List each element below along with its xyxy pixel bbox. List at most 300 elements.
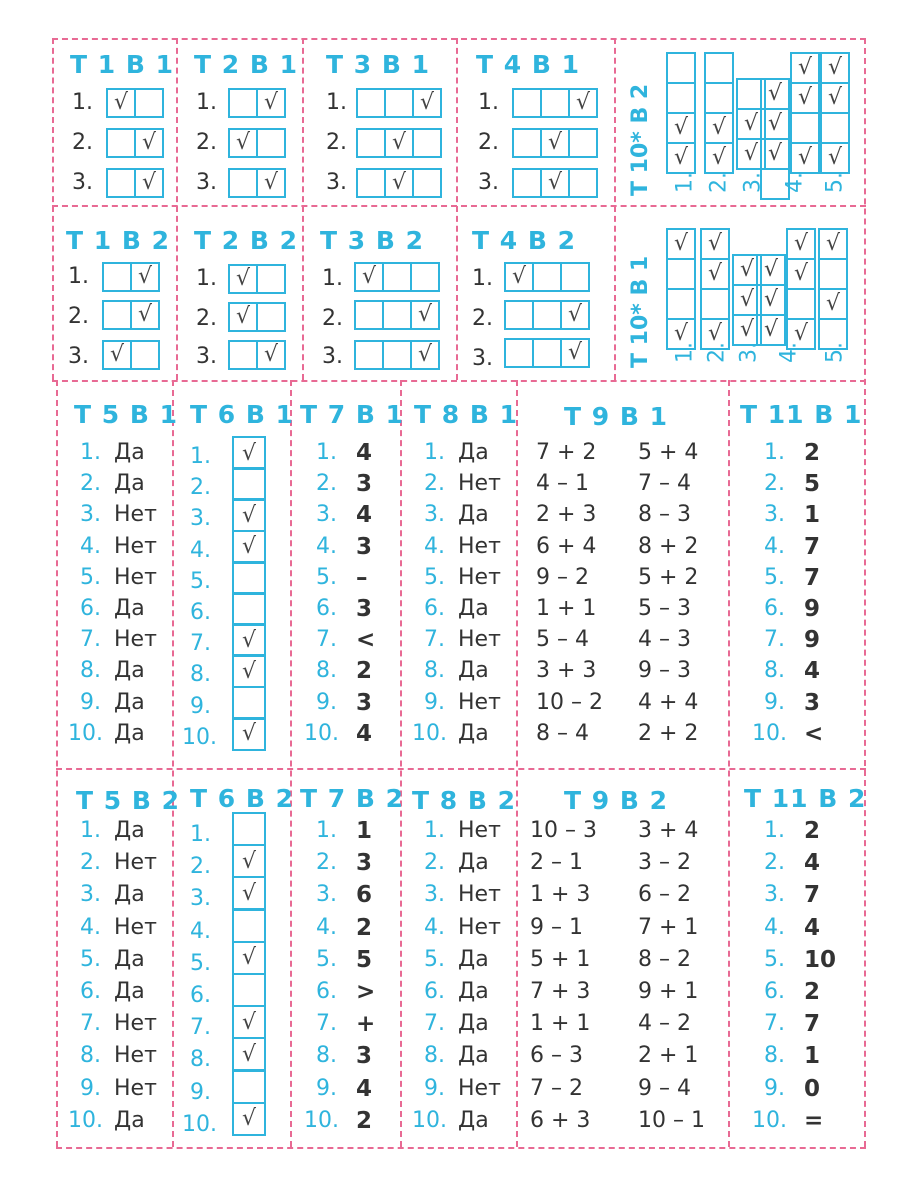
- item-number: 2.: [316, 471, 337, 497]
- item-number: 10.: [182, 724, 217, 750]
- check-cell: √: [700, 318, 730, 350]
- answer-row: [106, 88, 164, 118]
- section-title-t7b1: Т 7 В 1: [300, 400, 405, 429]
- answer-row: [504, 338, 590, 368]
- item-number: 6.: [80, 596, 101, 621]
- check-cell: [228, 168, 258, 198]
- item-number: 4.: [764, 914, 785, 940]
- check-cell: √: [232, 498, 266, 532]
- column-number: 1.: [672, 342, 698, 363]
- answer-text: Да: [114, 689, 145, 715]
- check-cell: √: [756, 254, 786, 286]
- item-number: 10.: [752, 1107, 787, 1133]
- divider-row3: [56, 768, 866, 770]
- check-cell: [704, 82, 734, 114]
- check-cell: √: [232, 1037, 266, 1071]
- answer-text: Нет: [114, 850, 157, 876]
- item-number: 1.: [80, 440, 101, 465]
- item-number: 4.: [80, 914, 101, 940]
- item-number: 7.: [190, 631, 211, 657]
- item-number: 3.: [764, 882, 785, 908]
- item-number: 8.: [316, 658, 337, 684]
- item-number: 1.: [424, 440, 445, 465]
- row-number: 1.: [196, 266, 217, 291]
- expression-right: 8 – 2: [638, 946, 691, 972]
- row-number: 3.: [196, 344, 217, 369]
- expression-right: 9 – 3: [638, 658, 691, 684]
- item-number: 9.: [764, 689, 785, 715]
- check-cell: [356, 128, 386, 158]
- answer-value: 10: [804, 946, 837, 973]
- check-cell: [666, 258, 696, 290]
- answer-row: [228, 128, 286, 158]
- expression-left: 1 + 3: [530, 882, 591, 908]
- expression-right: 2 + 1: [638, 1043, 699, 1069]
- answer-value: 3: [356, 533, 373, 560]
- expression-left: 10 – 2: [536, 689, 603, 715]
- check-cell: [666, 52, 696, 84]
- check-cell: [356, 88, 386, 118]
- check-cell: √: [540, 168, 570, 198]
- section-title-t5b1: Т 5 В 1: [74, 400, 179, 429]
- section-title: Т 2 В 2: [194, 226, 299, 255]
- answer-text: Да: [114, 440, 145, 465]
- answer-value: –: [356, 564, 368, 591]
- item-number: 3.: [424, 502, 445, 528]
- divider-left-top: [52, 38, 54, 380]
- section-title: Т 1 В 1: [70, 50, 175, 79]
- check-cell: √: [134, 168, 164, 198]
- check-cell: √: [760, 108, 790, 140]
- answer-value: 4: [356, 440, 373, 466]
- item-number: 8.: [764, 1043, 785, 1069]
- check-cell: √: [134, 128, 164, 158]
- column-number: 3.: [740, 172, 766, 193]
- item-number: 10.: [68, 720, 103, 746]
- answer-text: Да: [114, 596, 145, 621]
- check-cell: √: [818, 228, 848, 260]
- answer-column: [756, 254, 786, 346]
- item-number: 5.: [424, 946, 445, 972]
- check-cell: [382, 300, 412, 330]
- check-cell: √: [760, 78, 790, 110]
- answer-row: [504, 262, 590, 292]
- item-number: 6.: [80, 979, 101, 1004]
- check-cell: [540, 88, 570, 118]
- item-number: 5.: [316, 946, 337, 972]
- item-number: 4.: [424, 533, 445, 559]
- row-number: 3.: [196, 170, 217, 195]
- item-number: 9.: [190, 693, 211, 719]
- answer-text: Да: [458, 596, 489, 621]
- item-number: 8.: [80, 658, 101, 684]
- divider-c1-top: [176, 38, 178, 380]
- answer-text: Нет: [114, 627, 157, 653]
- row-number: 2.: [72, 130, 93, 155]
- check-cell: [232, 1070, 266, 1104]
- item-number: 3.: [80, 882, 101, 908]
- item-number: 10.: [68, 1107, 103, 1133]
- item-number: 8.: [424, 658, 445, 684]
- expression-right: 8 – 3: [638, 502, 691, 528]
- answer-row: [228, 264, 286, 294]
- check-cell: √: [228, 264, 258, 294]
- divider-c1-bottom: [172, 380, 174, 1147]
- check-cell: [232, 973, 266, 1007]
- answer-column: [704, 52, 734, 174]
- answer-text: Да: [114, 946, 145, 972]
- item-number: 4.: [764, 533, 785, 559]
- row-number: 3.: [322, 344, 343, 369]
- answer-value: 2: [804, 979, 821, 1005]
- check-cell: [512, 88, 542, 118]
- check-cell: [130, 340, 160, 370]
- check-cell: [818, 258, 848, 290]
- check-cell: √: [704, 142, 734, 174]
- check-cell: √: [666, 318, 696, 350]
- expression-right: 2 + 2: [638, 720, 699, 746]
- answer-value: 3: [356, 1043, 373, 1070]
- check-cell: [532, 300, 562, 330]
- item-number: 3.: [80, 502, 101, 528]
- item-number: 5.: [190, 950, 211, 976]
- row-number: 3.: [72, 170, 93, 195]
- item-number: 9.: [764, 1075, 785, 1101]
- section-title: Т 1 В 2: [66, 226, 171, 255]
- expression-left: 6 – 3: [530, 1043, 583, 1069]
- expression-left: 6 + 4: [536, 533, 597, 559]
- section-title-t8b1: Т 8 В 1: [414, 400, 519, 429]
- item-number: 5.: [764, 564, 785, 590]
- item-number: 2.: [764, 850, 785, 876]
- section-title: Т 10* В 1: [628, 255, 653, 368]
- item-number: 10.: [304, 720, 339, 746]
- answer-value: 4: [356, 1075, 373, 1102]
- check-cell: √: [384, 128, 414, 158]
- answer-value: 7: [804, 564, 821, 591]
- answer-text: Да: [114, 471, 145, 497]
- check-cell: [568, 168, 598, 198]
- item-number: 6.: [764, 596, 785, 621]
- answer-text: Да: [458, 1011, 489, 1037]
- item-number: 9.: [424, 689, 445, 715]
- answer-row: [512, 88, 598, 118]
- row-number: 1.: [196, 90, 217, 115]
- answer-value: 3: [356, 471, 373, 498]
- item-number: 10.: [304, 1107, 339, 1133]
- answer-text: Нет: [458, 471, 501, 497]
- check-cell: √: [232, 844, 266, 878]
- answer-row: [512, 128, 598, 158]
- check-cell: [228, 340, 258, 370]
- check-cell: [666, 288, 696, 320]
- section-title: Т 3 В 2: [320, 226, 425, 255]
- divider-row2: [52, 380, 866, 382]
- item-number: 1.: [190, 444, 211, 469]
- item-number: 7.: [80, 627, 101, 653]
- item-number: 5.: [424, 564, 445, 590]
- answer-text: Нет: [114, 564, 157, 590]
- check-cell: [232, 592, 266, 626]
- answer-value: +: [356, 1011, 376, 1038]
- expression-right: 5 + 2: [638, 564, 699, 590]
- section-title: Т 3 В 1: [326, 50, 431, 79]
- item-number: 1.: [80, 818, 101, 843]
- answer-text: Да: [458, 1107, 489, 1133]
- item-number: 7.: [424, 1011, 445, 1037]
- check-cell: √: [786, 228, 816, 260]
- answer-text: Нет: [114, 1075, 157, 1101]
- check-cell: [504, 338, 534, 368]
- column-number: 5.: [822, 342, 848, 363]
- check-cell: √: [790, 142, 820, 174]
- answer-row: [354, 262, 440, 292]
- item-number: 7.: [316, 1011, 337, 1037]
- check-cell: √: [700, 228, 730, 260]
- check-cell: √: [790, 52, 820, 84]
- expression-right: 5 – 3: [638, 596, 691, 621]
- column-number: 5.: [822, 172, 848, 193]
- check-cell: √: [412, 88, 442, 118]
- row-number: 2.: [322, 306, 343, 331]
- item-number: 2.: [424, 850, 445, 876]
- item-number: 2.: [80, 850, 101, 876]
- expression-left: 1 + 1: [536, 596, 597, 621]
- check-cell: [412, 168, 442, 198]
- check-cell: √: [786, 318, 816, 350]
- item-number: 7.: [424, 627, 445, 653]
- check-cell: [232, 686, 266, 720]
- item-number: 9.: [316, 1075, 337, 1101]
- check-cell: [106, 168, 136, 198]
- answer-column: [818, 228, 848, 350]
- section-title-t11b2: Т 11 В 2: [744, 784, 867, 813]
- section-title-t8b2: Т 8 В 2: [412, 786, 517, 815]
- answer-value: 4: [804, 914, 821, 941]
- check-cell: √: [756, 314, 786, 346]
- answer-column: [786, 228, 816, 350]
- check-cell: √: [232, 623, 266, 657]
- check-cell: [568, 128, 598, 158]
- expression-left: 2 – 1: [530, 850, 583, 876]
- check-cell: √: [820, 142, 850, 174]
- column-number: 2.: [704, 342, 730, 363]
- answer-value: 4: [356, 720, 373, 747]
- answer-value: 2: [804, 440, 821, 466]
- item-number: 8.: [80, 1043, 101, 1069]
- expression-left: 1 + 1: [530, 1011, 591, 1037]
- check-cell: [560, 262, 590, 292]
- item-number: 6.: [424, 596, 445, 621]
- item-number: 7.: [190, 1015, 211, 1041]
- item-number: 7.: [80, 1011, 101, 1037]
- section-title: Т 4 В 2: [472, 226, 577, 255]
- item-number: 9.: [80, 689, 101, 715]
- item-number: 6.: [764, 979, 785, 1004]
- check-cell: √: [666, 142, 696, 174]
- expression-left: 8 – 4: [536, 720, 589, 746]
- check-cell: [102, 262, 132, 292]
- expression-right: 5 + 4: [638, 440, 699, 465]
- check-cell: √: [732, 314, 762, 346]
- divider-c3-bottom: [400, 380, 402, 1147]
- expression-left: 7 + 3: [530, 979, 591, 1004]
- expression-left: 7 + 2: [536, 440, 597, 465]
- expression-right: 9 + 1: [638, 979, 699, 1004]
- row-number: 2.: [196, 130, 217, 155]
- expression-right: 4 – 3: [638, 627, 691, 653]
- section-title-t11b1: Т 11 В 1: [740, 400, 863, 429]
- answer-column: [790, 52, 820, 174]
- row-number: 2.: [196, 306, 217, 331]
- divider-c5-bottom: [728, 380, 730, 1147]
- check-cell: [256, 302, 286, 332]
- item-number: 5.: [190, 568, 211, 594]
- expression-right: 3 + 4: [638, 818, 699, 843]
- item-number: 8.: [190, 662, 211, 688]
- answer-value: 1: [356, 818, 373, 844]
- answer-text: Да: [458, 1043, 489, 1069]
- expression-right: 8 + 2: [638, 533, 699, 559]
- item-number: 4.: [316, 914, 337, 940]
- item-number: 3.: [190, 886, 211, 912]
- answer-text: Да: [114, 818, 145, 843]
- row-number: 1.: [478, 90, 499, 115]
- column-number: 1.: [672, 172, 698, 193]
- answer-value: 2: [356, 1107, 373, 1134]
- answer-text: Да: [458, 850, 489, 876]
- check-cell: √: [820, 52, 850, 84]
- item-number: 5.: [316, 564, 337, 590]
- check-cell: √: [384, 168, 414, 198]
- item-number: 3.: [190, 506, 211, 532]
- answer-text: Да: [458, 658, 489, 684]
- check-cell: [232, 467, 266, 501]
- check-cell: [134, 88, 164, 118]
- answer-row: [228, 88, 286, 118]
- item-number: 6.: [316, 596, 337, 621]
- item-number: 9.: [190, 1079, 211, 1105]
- check-cell: [666, 82, 696, 114]
- section-title: Т 10* В 2: [628, 83, 653, 196]
- row-number: 3.: [326, 170, 347, 195]
- check-cell: [354, 340, 384, 370]
- item-number: 2.: [80, 471, 101, 497]
- answer-value: 5: [356, 946, 373, 973]
- check-cell: [412, 128, 442, 158]
- check-cell: [790, 112, 820, 144]
- item-number: 9.: [80, 1075, 101, 1101]
- answer-column: [666, 228, 696, 350]
- check-cell: √: [228, 302, 258, 332]
- item-number: 4.: [190, 537, 211, 563]
- answer-text: Да: [458, 440, 489, 465]
- item-number: 4.: [316, 533, 337, 559]
- answer-value: 6: [356, 882, 373, 909]
- section-title-t9b1: Т 9 В 1: [564, 402, 669, 431]
- item-number: 8.: [316, 1043, 337, 1069]
- check-cell: [512, 128, 542, 158]
- answer-text: Нет: [458, 818, 501, 843]
- item-number: 5.: [80, 564, 101, 590]
- item-number: 7.: [764, 1011, 785, 1037]
- check-cell: √: [232, 941, 266, 975]
- expression-left: 5 – 4: [536, 627, 589, 653]
- row-number: 2.: [478, 130, 499, 155]
- answer-value: 1: [804, 1043, 821, 1070]
- check-cell: √: [232, 1102, 266, 1136]
- answer-value: 7: [804, 882, 821, 909]
- answer-text: Да: [458, 979, 489, 1004]
- answer-text: Да: [458, 720, 489, 746]
- answer-row: [102, 340, 160, 370]
- expression-left: 9 – 2: [536, 564, 589, 590]
- answer-row: [102, 300, 160, 330]
- item-number: 5.: [764, 946, 785, 972]
- item-number: 10.: [412, 720, 447, 746]
- item-number: 8.: [764, 658, 785, 684]
- item-number: 3.: [316, 502, 337, 528]
- answer-row: [504, 300, 590, 330]
- answer-text: Нет: [114, 533, 157, 559]
- check-cell: √: [540, 128, 570, 158]
- check-cell: √: [666, 112, 696, 144]
- check-cell: [512, 168, 542, 198]
- check-cell: √: [256, 88, 286, 118]
- divider-left-bottom: [56, 380, 58, 1147]
- check-cell: [532, 262, 562, 292]
- check-cell: √: [820, 82, 850, 114]
- item-number: 4.: [190, 918, 211, 944]
- check-cell: [382, 262, 412, 292]
- check-cell: [232, 561, 266, 595]
- expression-left: 6 + 3: [530, 1107, 591, 1133]
- answer-column: [666, 52, 696, 174]
- row-number: 1.: [472, 266, 493, 291]
- answer-text: Да: [458, 502, 489, 528]
- check-cell: √: [560, 338, 590, 368]
- check-cell: [704, 52, 734, 84]
- expression-right: 3 – 2: [638, 850, 691, 876]
- check-cell: [504, 300, 534, 330]
- item-number: 6.: [316, 979, 337, 1004]
- check-cell: √: [232, 1005, 266, 1039]
- answer-text: Нет: [458, 882, 501, 908]
- answer-value: >: [356, 979, 376, 1005]
- check-cell: [700, 288, 730, 320]
- expression-left: 4 – 1: [536, 471, 589, 497]
- check-cell: √: [786, 258, 816, 290]
- item-number: 1.: [424, 818, 445, 843]
- check-cell: [532, 338, 562, 368]
- check-cell: √: [232, 530, 266, 564]
- answer-value: 3: [356, 596, 373, 622]
- item-number: 2.: [764, 471, 785, 497]
- divider-c4-bottom: [516, 380, 518, 1147]
- answer-value: 9: [804, 627, 821, 654]
- check-cell: √: [228, 128, 258, 158]
- column-number: 4.: [782, 172, 808, 193]
- check-cell: √: [704, 112, 734, 144]
- answer-text: Нет: [114, 1043, 157, 1069]
- column-number: 4.: [776, 342, 802, 363]
- divider-bottom: [56, 1147, 866, 1149]
- answer-row: [354, 300, 440, 330]
- answer-value: <: [356, 627, 376, 654]
- item-number: 8.: [424, 1043, 445, 1069]
- answer-value: 2: [804, 818, 821, 844]
- check-cell: √: [106, 88, 136, 118]
